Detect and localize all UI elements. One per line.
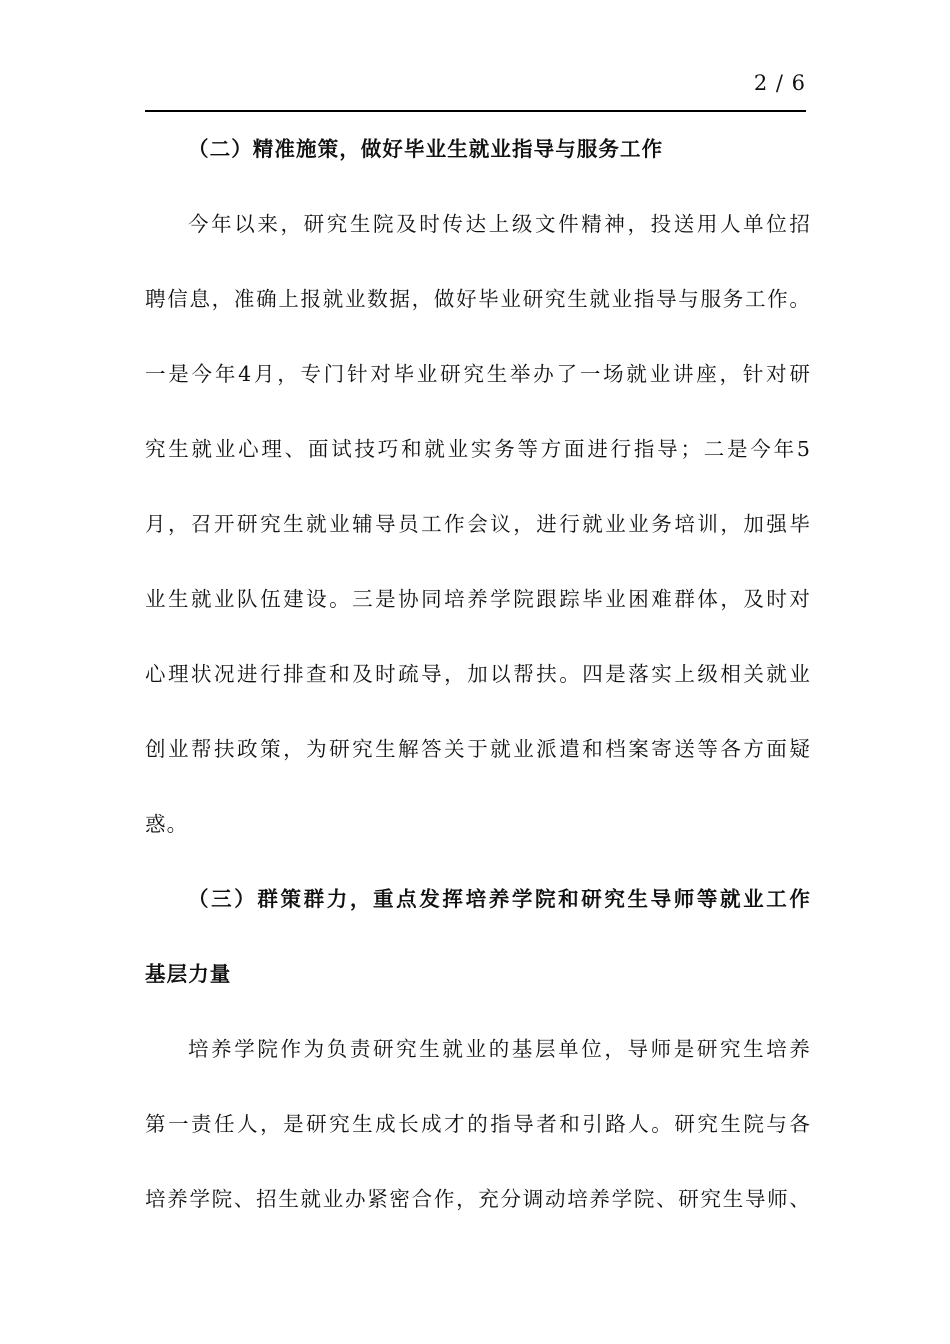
paragraph-line: 心理状况进行排查和及时疏导，加以帮扶。四是落实上级相关就业 bbox=[145, 662, 811, 686]
paragraph-line: 究生就业心理、面试技巧和就业实务等方面进行指导；二是今年5 bbox=[145, 437, 811, 461]
section-heading-3-continued: 基层力量 bbox=[145, 962, 232, 986]
document-body bbox=[145, 112, 811, 1237]
paragraph-line: 聘信息，准确上报就业数据，做好毕业研究生就业指导与服务工作。 bbox=[145, 287, 811, 311]
paragraph-line: 第一责任人，是研究生成长成才的指导者和引路人。研究生院与各 bbox=[145, 1112, 811, 1136]
section-heading-2: （二）精准施策，做好毕业生就业指导与服务工作 bbox=[188, 137, 664, 161]
paragraph-line: 一是今年4月，专门针对毕业研究生举办了一场就业讲座，针对研 bbox=[145, 362, 811, 386]
page-number: 2 / 6 bbox=[753, 71, 806, 95]
paragraph-line: 创业帮扶政策，为研究生解答关于就业派遣和档案寄送等各方面疑 bbox=[145, 737, 811, 761]
paragraph-line: 月，召开研究生就业辅导员工作会议，进行就业业务培训，加强毕 bbox=[145, 512, 811, 536]
paragraph-line: 培养学院、招生就业办紧密合作，充分调动培养学院、研究生导师、 bbox=[145, 1187, 811, 1211]
section-heading-3: （三）群策群力，重点发挥培养学院和研究生导师等就业工作 bbox=[188, 887, 811, 911]
paragraph-line: 培养学院作为负责研究生就业的基层单位，导师是研究生培养 bbox=[188, 1037, 811, 1061]
paragraph-line: 业生就业队伍建设。三是协同培养学院跟踪毕业困难群体，及时对 bbox=[145, 587, 811, 611]
paragraph-line: 今年以来，研究生院及时传达上级文件精神，投送用人单位招 bbox=[188, 212, 811, 236]
paragraph-line: 惑。 bbox=[145, 812, 189, 836]
